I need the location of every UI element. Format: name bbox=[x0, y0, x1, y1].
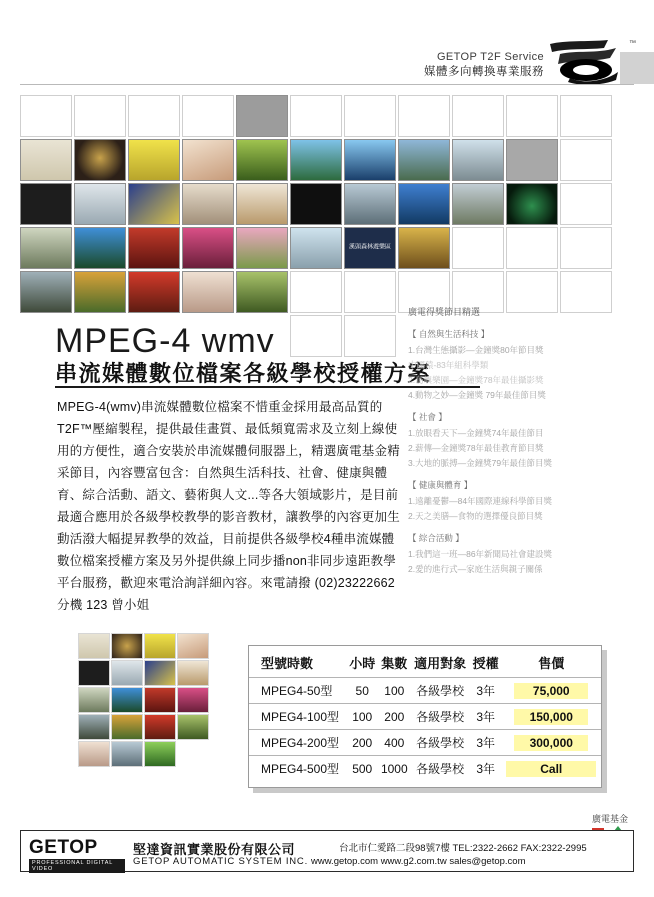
thumbnail-cell[interactable] bbox=[20, 227, 72, 269]
awards-item: 1.台灣生態攝影—金鐘獎80年節目獎 bbox=[408, 345, 544, 355]
awards-item: 2.島嶼樂園—金鐘獎78年最佳攝影獎 bbox=[408, 375, 544, 385]
getop-wordmark: GETOP bbox=[29, 837, 98, 858]
col-header-target: 適用對象 bbox=[414, 656, 467, 671]
thumbnail-cell[interactable] bbox=[560, 95, 612, 137]
thumbnail-cell[interactable] bbox=[506, 227, 558, 269]
thumbnail-row bbox=[20, 139, 634, 181]
thumbnail-cell[interactable] bbox=[452, 95, 504, 137]
company-name-en: GETOP AUTOMATIC SYSTEM INC. bbox=[133, 856, 309, 867]
col-header-hours: 小時 bbox=[349, 656, 376, 671]
thumbnail-cell[interactable] bbox=[236, 183, 288, 225]
page-title: MPEG-4 wmv bbox=[55, 322, 275, 360]
cell-target: 各級學校 bbox=[411, 756, 470, 782]
awards-title: 廣電得獎節目精選 bbox=[408, 307, 481, 317]
table-row bbox=[249, 704, 601, 730]
col-header-episodes: 集數 bbox=[381, 656, 408, 671]
mini-thumbnail-row bbox=[78, 714, 212, 740]
thumbnail-row bbox=[20, 227, 634, 269]
awards-item: 3.大地的脈搏—金鐘獎79年最佳節目獎 bbox=[408, 458, 553, 468]
cell-episodes: 200 bbox=[378, 704, 410, 730]
thumbnail-cell[interactable] bbox=[74, 271, 126, 313]
thumbnail-cell[interactable] bbox=[128, 271, 180, 313]
thumbnail-cell[interactable] bbox=[128, 227, 180, 269]
company-name-cn: 堅達資訊實業股份有限公司 bbox=[133, 842, 296, 857]
cell-hours: 200 bbox=[346, 730, 378, 756]
col-header-license: 授權 bbox=[472, 656, 499, 671]
awards-item: 1.遠離憂鬱—84年國際連線科學節目獎 bbox=[408, 496, 553, 506]
thumbnail-row bbox=[20, 183, 634, 225]
header-service-text bbox=[424, 50, 544, 80]
table-header-row bbox=[249, 646, 601, 678]
mini-thumbnail[interactable] bbox=[78, 633, 110, 659]
cell-license: 3年 bbox=[470, 730, 502, 756]
thumbnail-cell[interactable] bbox=[74, 227, 126, 269]
cell-hours: 100 bbox=[346, 704, 378, 730]
cell-episodes: 1000 bbox=[378, 756, 410, 782]
thumbnail-cell[interactable] bbox=[398, 95, 450, 137]
mini-thumbnail[interactable] bbox=[111, 633, 143, 659]
mini-thumbnail[interactable] bbox=[78, 714, 110, 740]
thumbnail-cell[interactable] bbox=[290, 95, 342, 137]
thumbnail-cell[interactable] bbox=[182, 139, 234, 181]
mini-thumbnail[interactable] bbox=[177, 687, 209, 713]
awards-item: 2.愛的進行式—家庭生活與親子關係 bbox=[408, 564, 543, 574]
mini-thumbnail[interactable] bbox=[111, 687, 143, 713]
thumbnail-cell[interactable] bbox=[560, 183, 612, 225]
awards-item: 2.薪傳—金鐘獎78年最佳教育節目獎 bbox=[408, 443, 544, 453]
thumbnail-cell[interactable] bbox=[506, 183, 558, 225]
service-en-label: GETOP T2F Service bbox=[436, 51, 544, 63]
thumbnail-cell[interactable] bbox=[182, 271, 234, 313]
awards-item: 中國猿-83年組科學類 bbox=[408, 360, 489, 370]
cell-model: MPEG4-100型 bbox=[249, 704, 346, 730]
awards-category-label: 【 自然與生活科技 】 bbox=[408, 329, 490, 339]
cell-hours: 50 bbox=[346, 678, 378, 704]
thumbnail-cell[interactable] bbox=[344, 139, 396, 181]
body-copy bbox=[57, 396, 407, 616]
price-value[interactable]: Call bbox=[506, 761, 596, 777]
cell-price bbox=[502, 756, 601, 782]
awards-list bbox=[408, 305, 588, 577]
cell-model: MPEG4-200型 bbox=[249, 730, 346, 756]
thumbnail-cell[interactable] bbox=[398, 139, 450, 181]
mini-thumbnail[interactable] bbox=[177, 633, 209, 659]
mini-thumbnail[interactable] bbox=[177, 714, 209, 740]
cell-price bbox=[502, 704, 601, 730]
awards-category-label: 【 健康與體育 】 bbox=[408, 480, 473, 490]
header-grey-band bbox=[620, 52, 654, 84]
thumbnail-cell[interactable] bbox=[20, 95, 72, 137]
thumbnail-cell[interactable] bbox=[290, 227, 342, 269]
body-copy-text: MPEG-4(wmv)串流媒體數位檔案不惜重金採用最高品質的 T2F™壓縮製程，提供最佳畫質、最低頻寬需求及立刻上線使用的方便性，適合安裝於串流媒體伺服器上，精選廣電基金精采節目，內容豐富包含：自然與生活科技、社會、健康與體育、綜合活動、語文、藝術與人文...等各大領域影片，是目前最適合應用於各級學校教學的影音教材，讓教學的內容更加生動活潑大幅提昇教學的效益，目前提供各級學校4種串流媒體數位檔案授權方案及另外提供線上同步播non非同步遠距教學平台服務，歡迎來電洽詢詳細內容。來電請撥 (02)23222662 分機 123 曾小姐 bbox=[57, 400, 400, 612]
thumbnail-cell[interactable] bbox=[20, 139, 72, 181]
thumbnail-cell[interactable] bbox=[74, 95, 126, 137]
header-divider bbox=[20, 84, 634, 85]
mini-thumbnail[interactable] bbox=[78, 741, 110, 767]
mini-thumbnail-row bbox=[78, 633, 212, 659]
thumbnail-cell[interactable] bbox=[128, 183, 180, 225]
table-row bbox=[249, 730, 601, 756]
thumbnail-cell[interactable] bbox=[236, 227, 288, 269]
thumbnail-cell[interactable] bbox=[452, 227, 504, 269]
mini-thumbnail[interactable] bbox=[177, 660, 209, 686]
thumbnail-cell[interactable] bbox=[74, 139, 126, 181]
page-header bbox=[0, 0, 654, 86]
t2f-logo-icon bbox=[546, 38, 624, 84]
col-header-price: 售價 bbox=[538, 656, 565, 671]
thumbnail-cell[interactable] bbox=[182, 95, 234, 137]
thumbnail-caption: 溪頭森林遊樂區 bbox=[348, 244, 391, 251]
cell-price bbox=[502, 678, 601, 704]
thumbnail-cell[interactable] bbox=[452, 139, 504, 181]
thumbnail-cell[interactable] bbox=[398, 227, 450, 269]
thumbnail-cell[interactable] bbox=[290, 271, 342, 313]
page-subtitle: 串流媒體數位檔案各級學校授權方案 bbox=[55, 361, 432, 386]
table-row bbox=[249, 678, 601, 704]
mini-thumbnail-row bbox=[78, 687, 212, 713]
thumbnail-cell[interactable] bbox=[506, 95, 558, 137]
awards-item: 1.放眼看天下—金鐘獎74年最佳節目 bbox=[408, 428, 544, 438]
mini-thumbnail[interactable] bbox=[144, 741, 176, 767]
cell-target: 各級學校 bbox=[411, 704, 470, 730]
mini-thumbnail[interactable] bbox=[111, 660, 143, 686]
mini-thumbnail[interactable] bbox=[144, 714, 176, 740]
awards-item: 2.天之美膳—食物的選擇優良節目獎 bbox=[408, 511, 543, 521]
thumbnail-cell[interactable] bbox=[236, 139, 288, 181]
cell-license: 3年 bbox=[470, 678, 502, 704]
thumbnail-cell[interactable] bbox=[344, 315, 396, 357]
mini-thumbnail-row bbox=[78, 660, 212, 686]
mini-thumbnail[interactable] bbox=[144, 687, 176, 713]
thumbnail-cell[interactable] bbox=[20, 183, 72, 225]
thumbnail-cell[interactable] bbox=[236, 271, 288, 313]
thumbnail-cell[interactable] bbox=[128, 95, 180, 137]
table-row bbox=[249, 756, 601, 782]
service-cn-label: 媒體多向轉換專業服務 bbox=[424, 65, 544, 78]
col-header-model: 型號時數 bbox=[261, 656, 314, 671]
thumbnail-cell[interactable] bbox=[74, 183, 126, 225]
awards-item: 4.動物之妙—金鐘獎 79年最佳節目獎 bbox=[408, 390, 546, 400]
fund-label: 廣電基金 bbox=[591, 814, 628, 824]
thumbnail-cell[interactable] bbox=[344, 183, 396, 225]
price-value: 300,000 bbox=[514, 735, 588, 751]
awards-category-label: 【 綜合活動 】 bbox=[408, 533, 464, 543]
mini-thumbnail[interactable] bbox=[111, 741, 143, 767]
cell-license: 3年 bbox=[470, 704, 502, 730]
thumbnail-cell[interactable] bbox=[398, 183, 450, 225]
price-table-grid bbox=[249, 646, 601, 781]
mini-thumbnail-row bbox=[78, 741, 212, 767]
mini-thumbnail[interactable] bbox=[78, 687, 110, 713]
thumbnail-row bbox=[20, 95, 634, 137]
cell-price bbox=[502, 730, 601, 756]
cell-episodes: 400 bbox=[378, 730, 410, 756]
thumbnail-cell[interactable] bbox=[128, 139, 180, 181]
thumbnail-cell[interactable] bbox=[182, 183, 234, 225]
thumbnail-cell[interactable] bbox=[560, 227, 612, 269]
cell-episodes: 100 bbox=[378, 678, 410, 704]
price-table bbox=[248, 645, 602, 788]
getop-tagline: PROFESSIONAL DIGITAL VIDEO bbox=[29, 859, 125, 873]
thumbnail-cell[interactable] bbox=[236, 95, 288, 137]
thumbnail-cell[interactable] bbox=[290, 315, 342, 357]
awards-category-label: 【 社會 】 bbox=[408, 412, 447, 422]
getop-logo bbox=[29, 838, 125, 875]
thumbnail-cell[interactable] bbox=[290, 139, 342, 181]
cell-target: 各級學校 bbox=[411, 678, 470, 704]
company-address: 台北市仁愛路二段98號7樓 TEL:2322-2662 FAX:2322-2995 bbox=[339, 843, 587, 854]
thumbnail-cell[interactable] bbox=[344, 227, 396, 269]
thumbnail-cell[interactable] bbox=[560, 139, 612, 181]
thumbnail-cell[interactable] bbox=[344, 95, 396, 137]
thumbnail-cell[interactable] bbox=[290, 183, 342, 225]
awards-item: 1.我們這一班—86年新聞局社會建設獎 bbox=[408, 549, 553, 559]
thumbnail-cell[interactable] bbox=[344, 271, 396, 313]
mini-thumbnail[interactable] bbox=[144, 633, 176, 659]
cell-target: 各級學校 bbox=[411, 730, 470, 756]
cell-license: 3年 bbox=[470, 756, 502, 782]
company-web-contacts[interactable]: www.getop.com www.g2.com.tw sales@getop.com bbox=[311, 856, 526, 867]
thumbnail-cell[interactable] bbox=[182, 227, 234, 269]
cell-hours: 500 bbox=[346, 756, 378, 782]
cell-model: MPEG4-500型 bbox=[249, 756, 346, 782]
trademark-label: ™ bbox=[629, 40, 636, 47]
price-value: 150,000 bbox=[514, 709, 588, 725]
thumbnail-cell[interactable] bbox=[20, 271, 72, 313]
mini-thumbnail[interactable] bbox=[144, 660, 176, 686]
thumbnail-cell[interactable] bbox=[452, 183, 504, 225]
footer-brand-bar bbox=[20, 830, 634, 872]
thumbnail-cell[interactable] bbox=[506, 139, 558, 181]
mini-thumbnail[interactable] bbox=[111, 714, 143, 740]
mini-thumbnail-grid bbox=[78, 633, 212, 768]
mini-thumbnail[interactable] bbox=[78, 660, 110, 686]
cell-model: MPEG4-50型 bbox=[249, 678, 346, 704]
price-value: 75,000 bbox=[514, 683, 588, 699]
